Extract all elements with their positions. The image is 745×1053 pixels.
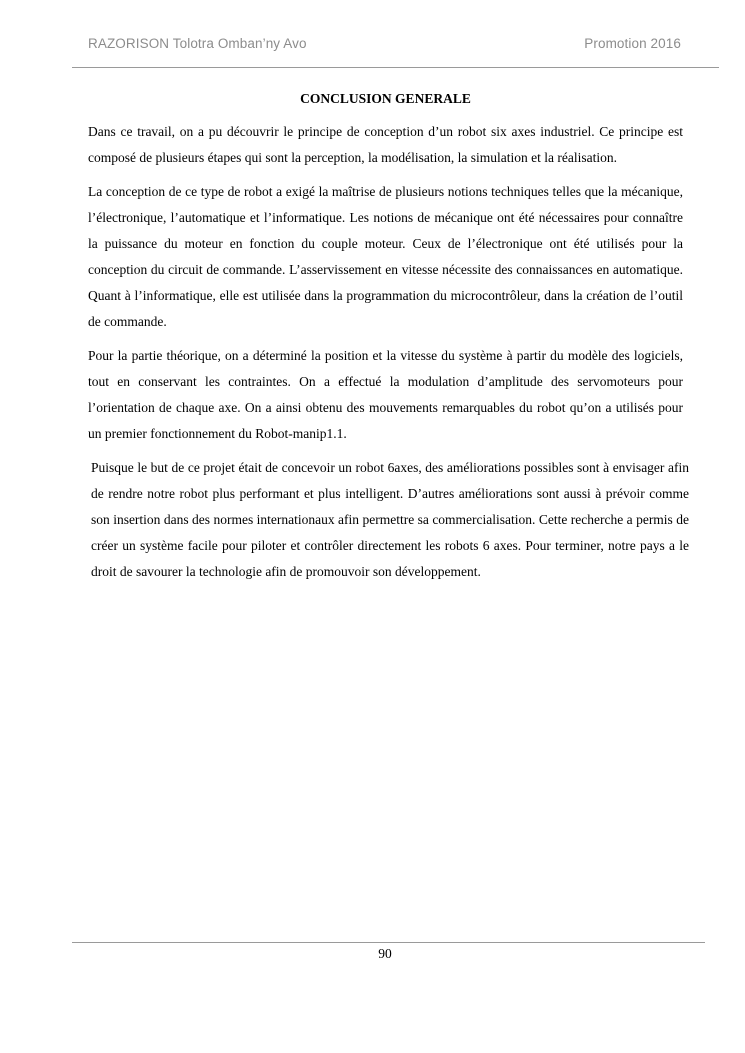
page-header [88, 36, 681, 58]
document-body [88, 90, 689, 593]
paragraph-intro: Dans ce travail, on a pu découvrir le principe de conception d’un robot six axes industriel. Ce principe est composé de plusieurs étapes qui sont la perception, la modélisation, la simulation et la réalisation. [88, 124, 683, 165]
header-promotion: Promotion 2016 [584, 36, 681, 51]
paragraph-theory: Pour la partie théorique, on a déterminé la position et la vitesse du système à partir du modèle des logiciels, tout en conservant les contraintes. On a effectué la modulation d’amplitude des servomoteurs pour l’orientation de chaque axe. On a ainsi obtenu des mouvements remarquables du robot qu’on a utilisés pour un premier fonctionnement du Robot-manip1.1. [88, 348, 683, 441]
section-title: CONCLUSION GENERALE [300, 91, 471, 106]
header-author: RAZORISON Tolotra Omban’ny Avo [88, 36, 307, 51]
page-number: 90 [378, 946, 392, 961]
footer-divider [72, 942, 705, 943]
header-divider [72, 67, 719, 68]
paragraph-conception: La conception de ce type de robot a exigé la maîtrise de plusieurs notions techniques telles que la mécanique, l’électronique, l’automatique et l’informatique. Les notions de mécanique ont été nécessaires pour connaître la puissance du moteur en fonction du couple moteur. Ceux de l’électronique ont été utilisés pour la conception du circuit de commande. L’asservissement en vitesse nécessite des connaissances en automatique. Quant à l’informatique, elle est utilisée dans la programmation du microcontrôleur, dans la création de l’outil de commande. [88, 184, 683, 329]
paragraph-perspectives: Puisque le but de ce projet était de concevoir un robot 6axes, des améliorations possibles sont à envisager afin de rendre notre robot plus performant et plus intelligent. D’autres améliorations sont aussi à prévoir comme son insertion dans des normes internationaux afin permettre sa commercialisation. Cette recherche a permis de créer un système facile pour piloter et contrôler directement les robots 6 axes. Pour terminer, notre pays a le droit de savourer la technologie afin de promouvoir son développement. [91, 460, 689, 579]
